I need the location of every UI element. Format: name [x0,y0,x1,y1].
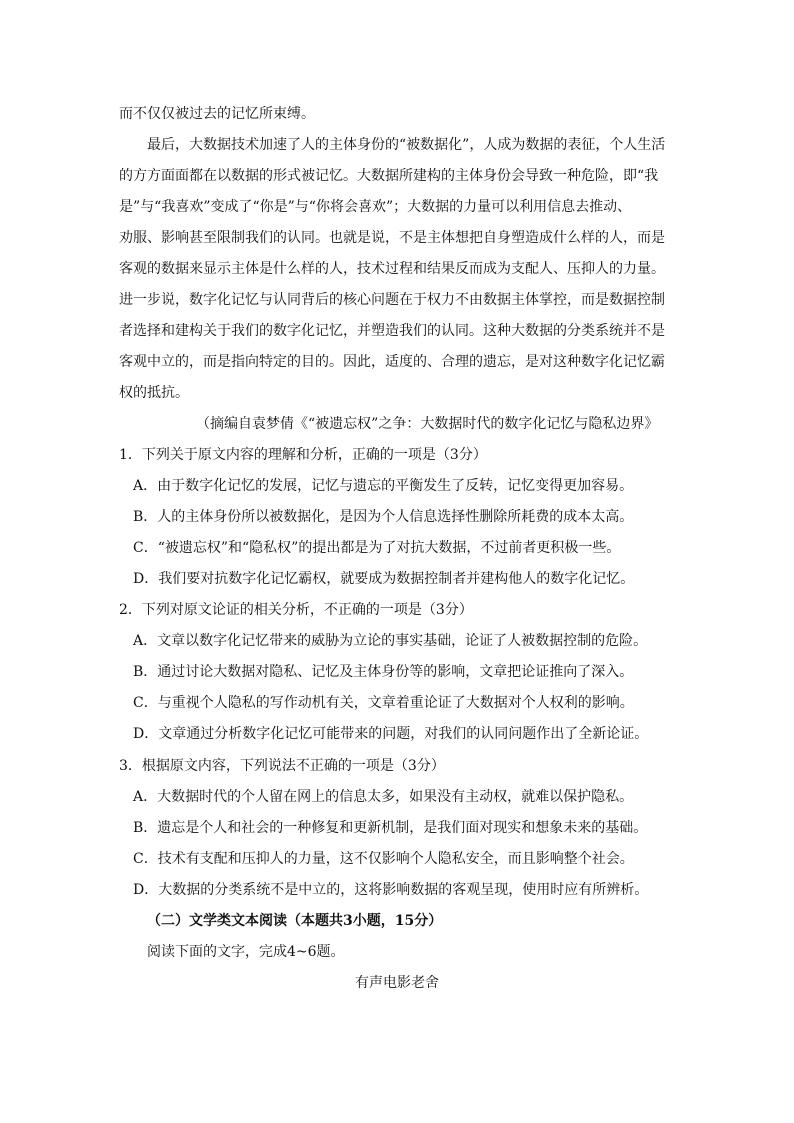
passage-line: 者选择和建构关于我们的数字化记忆，并塑造我们的认同。这种大数据的分类系统并不是 [119,323,665,339]
passage-line: 进一步说，数字化记忆与认同背后的核心问题在于权力不由数据主体掌控，而是数据控制 [119,292,665,308]
passage-line: 是”与“我喜欢”变成了“你是”与“你将会喜欢”；大数据的力量可以利用信息去推动、 [119,199,632,215]
section-instruction: 阅读下面的文字，完成4~6题。 [147,944,345,960]
question-stem: 2．下列对原文论证的相关分析，不正确的一项是（3分） [119,602,473,618]
question-option: C．与重视个人隐私的写作动机有关，文章着重论证了大数据对个人权利的影响。 [133,695,634,711]
question-option: B．通过讨论大数据对隐私、记忆及主体身份等的影响，文章把论证推向了深入。 [133,664,634,680]
question-stem: 3．根据原文内容，下列说法不正确的一项是（3分） [119,758,445,774]
passage-line: 客观的数据来显示主体是什么样的人，技术过程和结果反而成为支配人、压抑人的力量。 [119,261,665,277]
question-option: A．文章以数字化记忆带来的威胁为立论的事实基础，论证了人被数据控制的危险。 [133,633,648,649]
passage-line: 劝服、影响甚至限制我们的认同。也就是说，不是主体想把自身塑造成什么样的人，而是 [119,230,665,246]
question-option: D．大数据的分类系统不是中立的，这将影响数据的客观呈现，使用时应有所辨析。 [133,882,649,898]
question-stem: 1．下列关于原文内容的理解和分析，正确的一项是（3分） [119,447,487,463]
question-option: D．我们要对抗数字化记忆霸权，就要成为数据控制者并建构他人的数字化记忆。 [133,571,635,587]
question-option: A．由于数字化记忆的发展，记忆与遗忘的平衡发生了反转，记忆变得更加容易。 [133,478,634,494]
question-option: D．文章通过分析数字化记忆可能带来的问题，对我们的认同问题作出了全新论证。 [133,726,649,742]
passage-line: 的方方面面都在以数据的形式被记忆。大数据所建构的主体身份会导致一种危险，即“我 [119,168,659,184]
passage-line: 客观中立的，而是指向特定的目的。因此，适度的、合理的遗忘，是对这种数字化记忆霸 [119,354,665,370]
section-heading: （二）文学类文本阅读（本题共3小题，15分） [147,913,443,929]
question-option: C．“被遗忘权”和“隐私权”的提出都是为了对抗大数据，不过前者更积极一些。 [133,540,621,556]
question-option: B．人的主体身份所以被数据化，是因为个人信息选择性删除所耗费的成本太高。 [133,509,634,525]
passage-source: （摘编自袁梦倩《“被遗忘权”之争：大数据时代的数字化记忆与隐私边界》 [196,416,659,432]
passage-line: 最后，大数据技术加速了人的主体身份的“被数据化”，人成为数据的表征，个人生活 [147,137,666,153]
question-option: A．大数据时代的个人留在网上的信息太多，如果没有主动权，就难以保护隐私。 [133,789,634,805]
passage-line: 权的抵抗。 [119,385,189,401]
question-option: B．遗忘是个人和社会的一种修复和更新机制，是我们面对现实和想象未来的基础。 [133,820,648,836]
article-title: 有声电影老舍 [355,975,439,991]
passage-line: 而不仅仅被过去的记忆所束缚。 [119,106,315,122]
question-option: C．技术有支配和压抑人的力量，这不仅影响个人隐私安全，而且影响整个社会。 [133,851,634,867]
